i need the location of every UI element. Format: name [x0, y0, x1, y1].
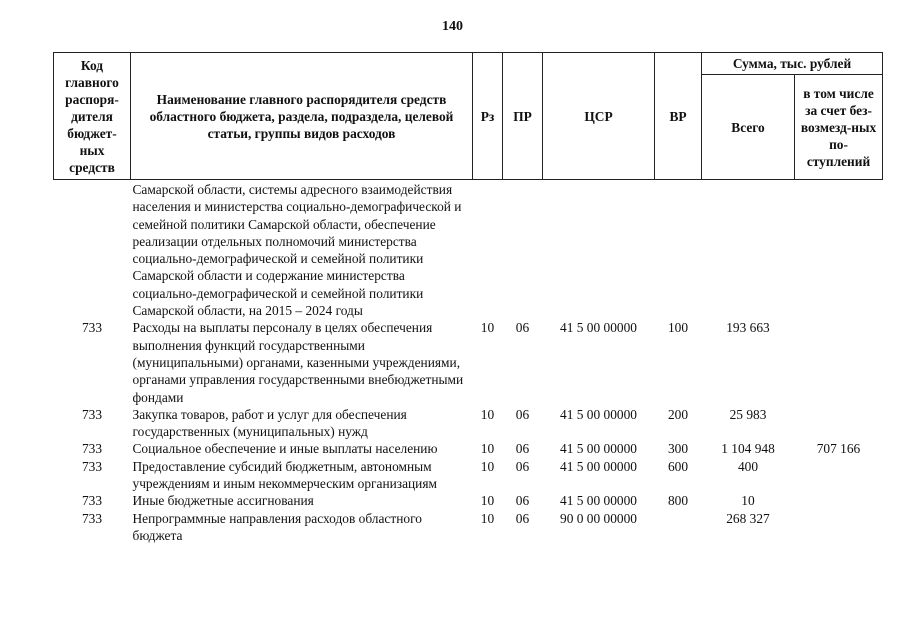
cell-free: [795, 510, 883, 545]
header-total: Всего: [702, 75, 795, 180]
cell-csr: 41 5 00 00000: [560, 320, 637, 336]
cell-code: 733: [81, 320, 103, 336]
cell-name: Расходы на выплаты персоналу в целях обеспечения выполнения функций государственными (муниципальными) органами, казенными учреждениями, органами управления государственными внебюджетными фондами: [132, 320, 464, 405]
continuation-row: [54, 180, 883, 320]
cell-pr: 06: [515, 406, 530, 422]
cell-code: 733: [81, 441, 103, 457]
page-number: 140: [442, 19, 463, 34]
cell-name: Социальное обеспечение и иные выплаты населению: [132, 441, 438, 457]
cell-csr: 41 5 00 00000: [560, 441, 637, 457]
cell-code: 733: [81, 406, 103, 422]
cell-pr: 06: [515, 493, 530, 509]
cell-vr: 800: [667, 493, 689, 509]
cell-total: 400: [737, 458, 759, 474]
continuation-text: Самарской области, системы адресного взаимодействия населения и министерства социально-демографической и семейной политики Самарской области, обеспечение реализации отдельных полномочий министерства социально-демографической и семейной политики Самарской области и содержание министерства социально-демографической и семейной политики Самарской области, на 2015 – 2024 годы: [132, 182, 462, 319]
cell-code: 733: [81, 458, 103, 474]
cell-rz: 10: [480, 406, 495, 422]
cell-vr: 300: [667, 441, 689, 457]
cell-rz: 10: [480, 320, 495, 336]
cell-free: [795, 319, 883, 405]
cell-rz: 10: [480, 458, 495, 474]
cell-pr: 06: [515, 320, 530, 336]
cell-total: 25 983: [729, 406, 767, 422]
cell-total: 1 104 948: [721, 441, 775, 457]
cell-name: Закупка товаров, работ и услуг для обеспечения государственных (муниципальных) нужд: [132, 406, 407, 440]
header-name: Наименование главного распорядителя средств областного бюджета, раздела, подраздела, целевой статьи, группы видов расходов: [131, 53, 473, 180]
cell-code: 733: [81, 493, 103, 509]
table-row: [54, 440, 883, 457]
cell-free: [795, 492, 883, 509]
budget-table: [53, 52, 883, 544]
table-body: [54, 180, 883, 545]
table-row: [54, 492, 883, 509]
cell-vr: 200: [667, 406, 689, 422]
header-code: Код главного распоря-дителя бюджет-ных средств: [54, 53, 131, 180]
table-header: [54, 53, 883, 180]
cell-rz: 10: [480, 493, 495, 509]
cell-vr: [655, 510, 702, 545]
cell-pr: 06: [515, 510, 530, 526]
cell-free: [795, 458, 883, 493]
cell-pr: 06: [515, 458, 530, 474]
cell-free: [795, 406, 883, 441]
cell-rz: 10: [480, 441, 495, 457]
cell-vr: 600: [667, 458, 689, 474]
cell-name: Предоставление субсидий бюджетным, автономным учреждениям и иным некоммерческим организациям: [132, 458, 437, 492]
table-row: [54, 510, 883, 545]
table-row: [54, 458, 883, 493]
cell-csr: 41 5 00 00000: [560, 493, 637, 509]
cell-csr: 41 5 00 00000: [560, 458, 637, 474]
header-pr: ПР: [503, 53, 543, 180]
cell-code: 733: [81, 510, 103, 526]
header-vr: ВР: [655, 53, 702, 180]
header-free: в том числе за счет без-возмезд-ных по-ступлений: [795, 75, 883, 180]
header-csr: ЦСР: [543, 53, 655, 180]
cell-csr: 90 0 00 00000: [560, 510, 637, 526]
cell-total: 268 327: [726, 510, 770, 526]
header-sum: Сумма, тыс. рублей: [702, 53, 883, 75]
cell-free: 707 166: [816, 441, 861, 457]
cell-csr: 41 5 00 00000: [560, 406, 637, 422]
cell-total: 10: [741, 493, 755, 509]
cell-rz: 10: [480, 510, 495, 526]
header-rz: Рз: [473, 53, 503, 180]
cell-name: Иные бюджетные ассигнования: [132, 493, 314, 509]
cell-vr: 100: [667, 320, 689, 336]
table-row: [54, 406, 883, 441]
table-row: [54, 319, 883, 405]
cell-total: 193 663: [726, 320, 770, 336]
cell-name: Непрограммные направления расходов областного бюджета: [132, 510, 422, 543]
cell-pr: 06: [515, 441, 530, 457]
